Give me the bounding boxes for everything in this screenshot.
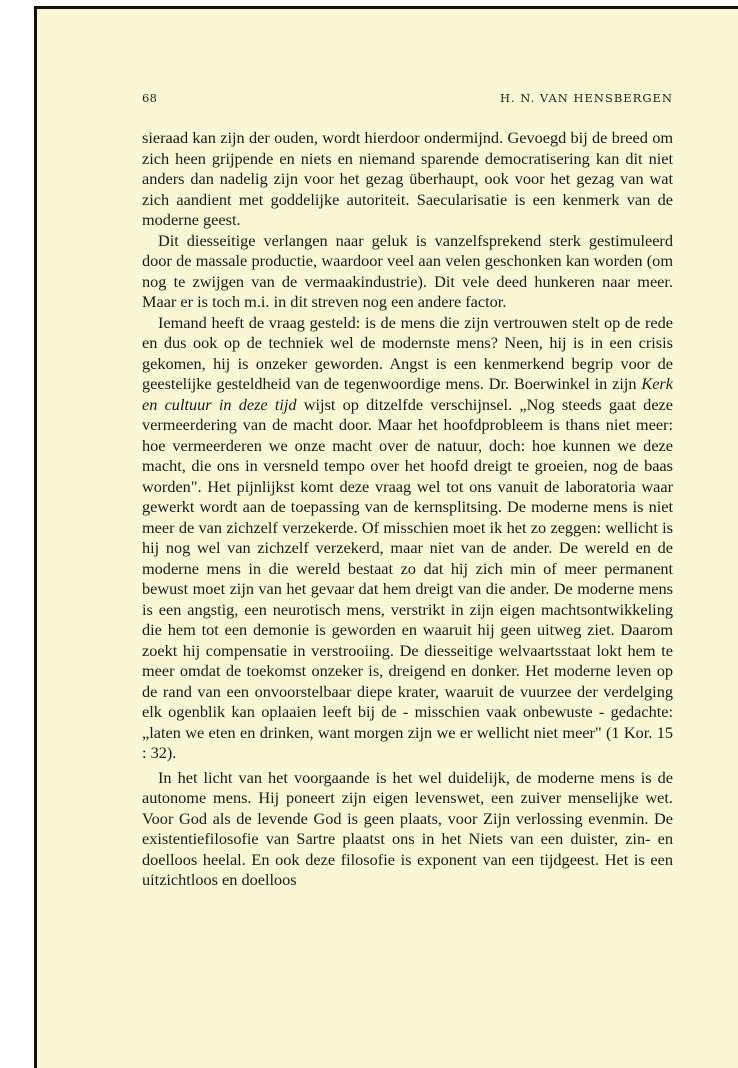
paragraph-2: Dit diesseitige verlangen naar geluk is vanzelfsprekend sterk gestimuleerd door de massale productie, waardoor veel aan velen geschonken kan worden (om nog te zwijgen van de vermaakindustrie). Dit vele deed hunkeren naar meer. Maar er is toch m.i. in dit streven nog een andere factor. xyxy=(142,230,673,311)
running-head: H. N. VAN HENSBERGEN xyxy=(499,91,673,105)
body-text xyxy=(142,128,673,891)
paragraph-3-text-start: Iemand heeft de vraag gesteld: is de mens die zijn vertrouwen stelt op de rede en dus ook op de techniek wel de modernste mens? Neen, hij is in een crisis gekomen, hij is onzeker geworden. Angst is een kenmerkend begrip voor de geestelijke gesteldheid van de tegenwoordige mens. Dr. Boerwinkel in zijn xyxy=(142,312,673,393)
paragraph-4: In het licht van het voorgaande is het wel duidelijk, de moderne mens is de autonome mens. Hij poneert zijn eigen levenswet, een zuiver menselijke wet. Voor God als de levende God is geen plaats, voor Zijn verlossing evenmin. De existentiefilosofie van Sartre plaatst ons in het Niets van een duister, zin- en doelloos heelal. En ook deze filosofie is exponent van een tijdgeest. Het is een uitzichtloos en doelloos xyxy=(142,767,673,889)
book-page xyxy=(34,6,738,1068)
book-title: Kerk en cultuur in deze tijd xyxy=(142,374,673,414)
paragraph-3 xyxy=(142,313,673,764)
page-number: 68 xyxy=(142,91,158,105)
paragraph-1: sieraad kan zijn der ouden, wordt hierdoor ondermijnd. Gevoegd bij de breed om zich heen grijpende en niets en niemand sparende democratisering kan dit niet anders dan nadelig zijn voor het gezag überhaupt, ook voor het gezag van wat zich aandient met goddelijke autoriteit. Saecularisatie is een kenmerk van de moderne geest. xyxy=(142,128,673,229)
paragraph-3-text-end: wijst op ditzelfde verschijnsel. „Nog steeds gaat deze vermeerdering van de macht door. Maar het hoofdprobleem is thans niet meer: hoe vermeerderen we onze macht over de natuur, doch: hoe kunnen we deze macht, die ons in versneld tempo over het hoofd dreigt te groeien, nog de baas worden". Het pijnlijkst komt deze vraag wel tot ons vanuit de laboratoria waar gewerkt wordt aan de toepassing van de kernsplitsing. De moderne mens is niet meer de van zichzelf verzekerde. Of misschien moet ik het zo zeggen: wellicht is hij nog wel van zichzelf verzekerd, maar niet van de ander. De wereld en de moderne mens in die wereld bestaat zo dat hij zich min of meer permanent bewust moet zijn van het gevaar dat hem dreigt van die ander. De moderne mens is een angstig, een neurotisch mens, verstrikt in zijn eigen machtsontwikkeling die hem tot een demonie is geworden en waaruit hij geen uitweg ziet. Daarom zoekt hij compensatie in verstrooiing. De diesseitige welvaartsstaat lokt hem te meer omdat de toekomst onzeker is, dreigend en donker. Het moderne leven op de rand van een onvoorstelbaar diepe krater, waaruit de vuurzee der verdelging elk ogenblik kan oplaaien leeft bij de - misschien vaak onbewuste - gedachte: „laten we eten en drinken, want morgen zijn we er wellicht niet meer" (1 Kor. 15 : 32). xyxy=(142,394,673,762)
page-header xyxy=(142,91,673,109)
